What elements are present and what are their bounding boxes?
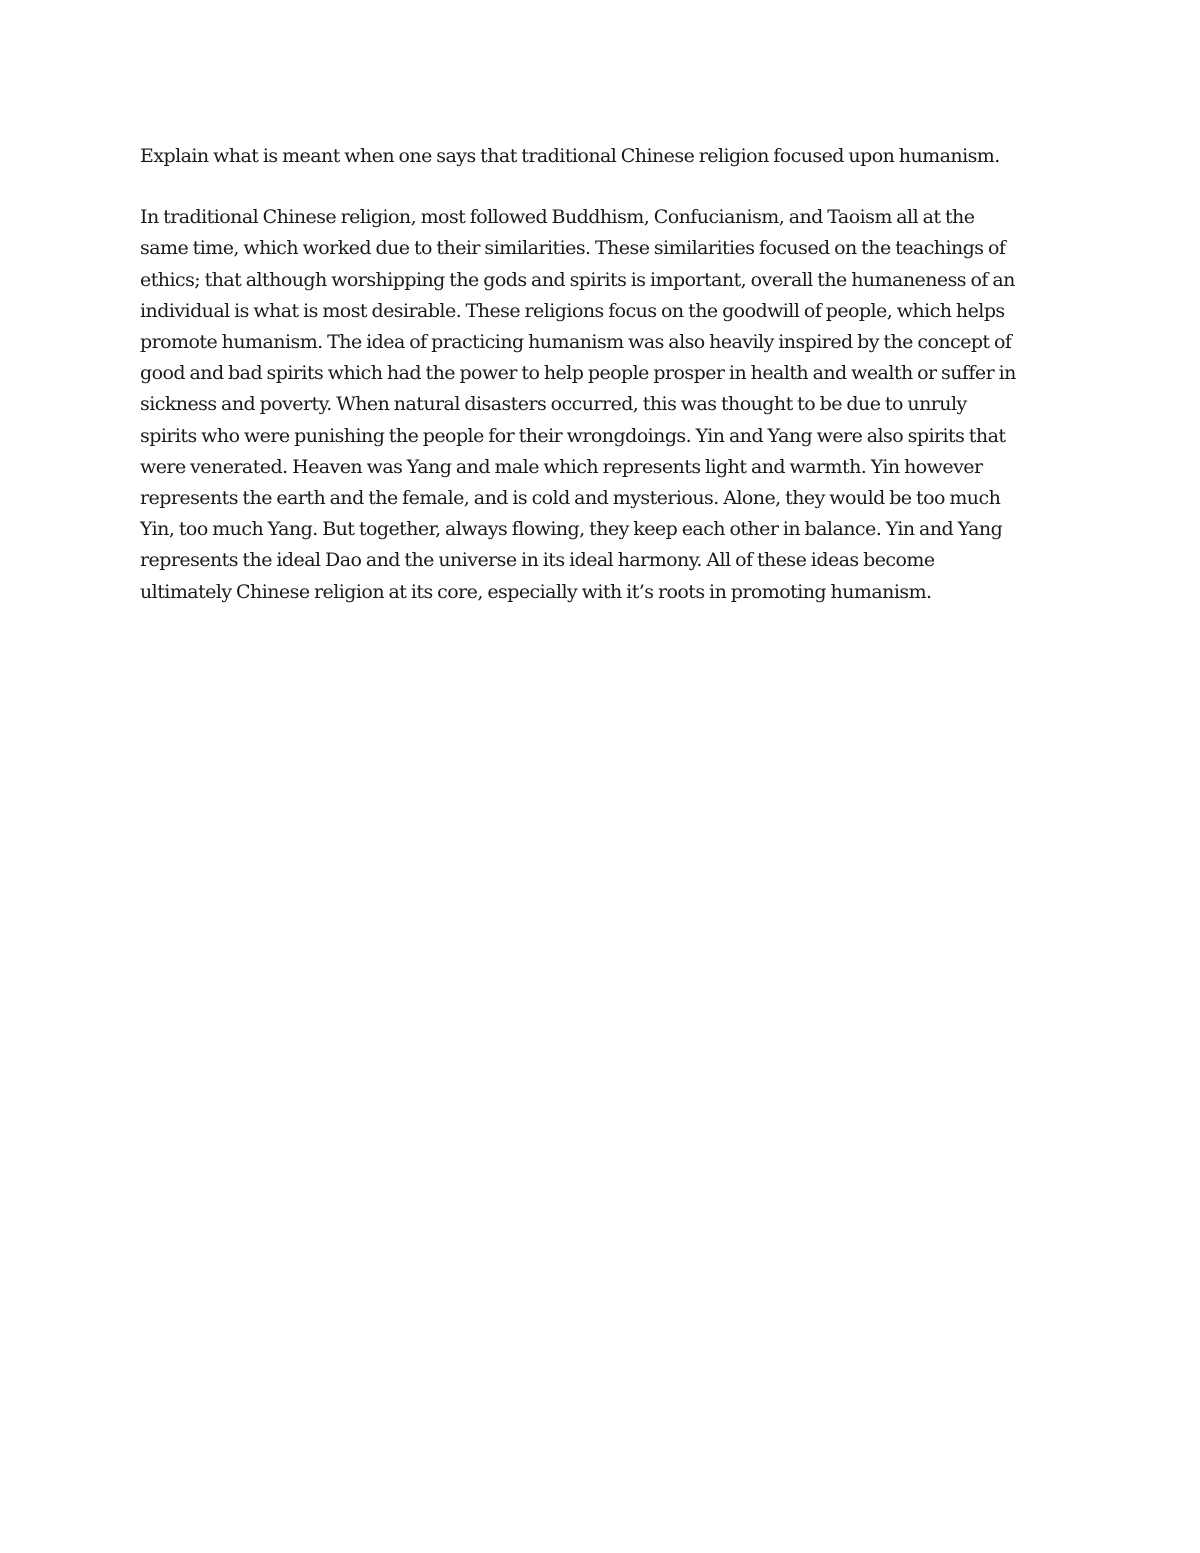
answer-line: were venerated. Heaven was Yang and male which represents light and warmth. Yin however: [140, 455, 983, 478]
answer-line: ethics; that although worshipping the gods and spirits is important, overall the humaneness of an: [140, 268, 1015, 291]
answer-line: individual is what is most desirable. These religions focus on the goodwill of people, which helps: [140, 299, 1005, 322]
answer-paragraph: [140, 202, 1075, 608]
answer-line: Yin, too much Yang. But together, always flowing, they keep each other in balance. Yin and Yang: [140, 518, 1003, 541]
answer-line: represents the ideal Dao and the universe in its ideal harmony. All of these ideas become: [140, 549, 935, 572]
answer-line: represents the earth and the female, and is cold and mysterious. Alone, they would be too much: [140, 487, 1001, 510]
answer-line: In traditional Chinese religion, most followed Buddhism, Confucianism, and Taoism all at the: [140, 206, 975, 229]
answer-line: ultimately Chinese religion at its core, especially with it’s roots in promoting humanism.: [140, 580, 932, 603]
answer-line: sickness and poverty. When natural disasters occurred, this was thought to be due to unruly: [140, 393, 967, 416]
answer-line: good and bad spirits which had the power to help people prosper in health and wealth or suffer in: [140, 362, 1016, 385]
answer-line: spirits who were punishing the people for their wrongdoings. Yin and Yang were also spirits that: [140, 424, 1006, 447]
answer-line: same time, which worked due to their similarities. These similarities focused on the teachings of: [140, 237, 1006, 260]
answer-line: promote humanism. The idea of practicing humanism was also heavily inspired by the concept of: [140, 331, 1012, 354]
document-body: [140, 141, 1075, 608]
question-text: Explain what is meant when one says that traditional Chinese religion focused upon humanism.: [140, 145, 1000, 167]
